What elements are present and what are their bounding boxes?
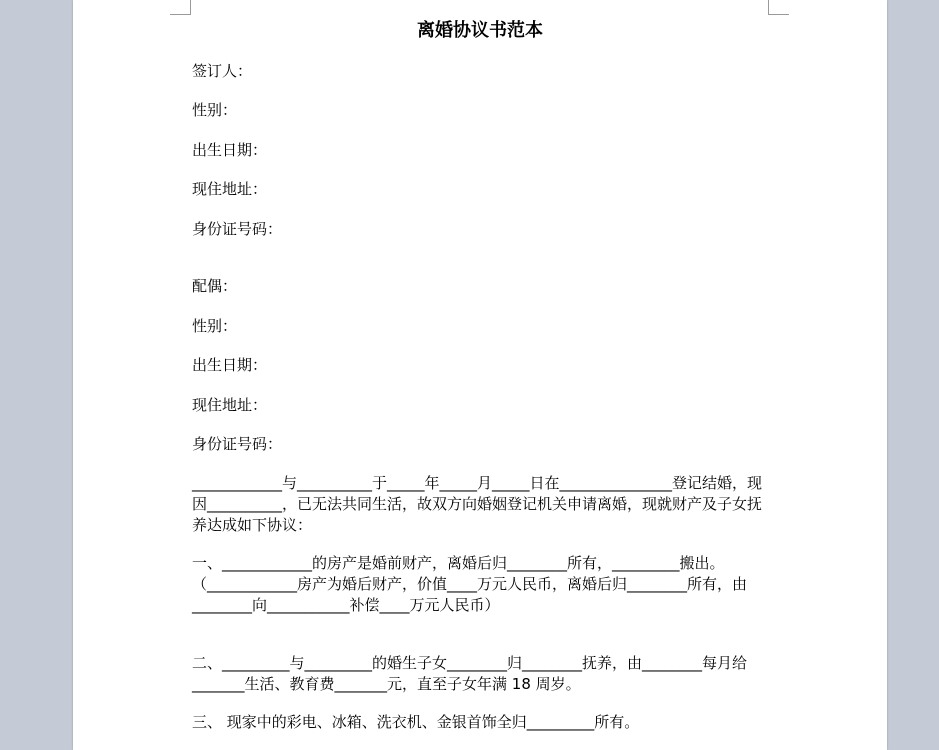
document-title: 离婚协议书范本 <box>417 20 543 41</box>
spouse-birth-date-label: 出生日期： <box>192 356 268 374</box>
crop-mark-top-right <box>768 0 789 15</box>
document-page <box>73 0 887 750</box>
clause-3-paragraph: 三、 现家中的彩电、冰箱、洗衣机、金银首饰全归_________所有。 <box>192 713 640 731</box>
spouse-gender-label: 性别： <box>192 317 238 335</box>
gender-label: 性别： <box>192 101 238 119</box>
crop-mark-top-left <box>170 0 191 15</box>
signer-label: 签订人： <box>192 62 253 80</box>
spouse-address-label: 现住地址： <box>192 396 268 414</box>
clause-2-paragraph: 二、_________与_________的婚生子女________归________抚养，由________每月给_______生活、教育费_______元，直至子女年满 18 周岁。 <box>192 654 748 693</box>
address-label: 现住地址： <box>192 180 268 198</box>
id-number-label: 身份证号码： <box>192 220 283 238</box>
spouse-label: 配偶： <box>192 277 238 295</box>
intro-paragraph: ____________与__________于_____年_____月_____日在_______________登记结婚，现因__________，已无法共同生活，故双方向婚姻登记机关申请离婚，现就财产及子女抚养达成如下协议： <box>192 474 763 534</box>
clause-1-paragraph: 一、____________的房产是婚前财产，离婚后归________所有，_________搬出。（____________房产为婚后财产，价值____万元人民币，离婚后归________所有，由________向___________补偿____万元人民币） <box>192 554 748 614</box>
spouse-id-number-label: 身份证号码： <box>192 435 283 453</box>
birth-date-label: 出生日期： <box>192 141 268 159</box>
